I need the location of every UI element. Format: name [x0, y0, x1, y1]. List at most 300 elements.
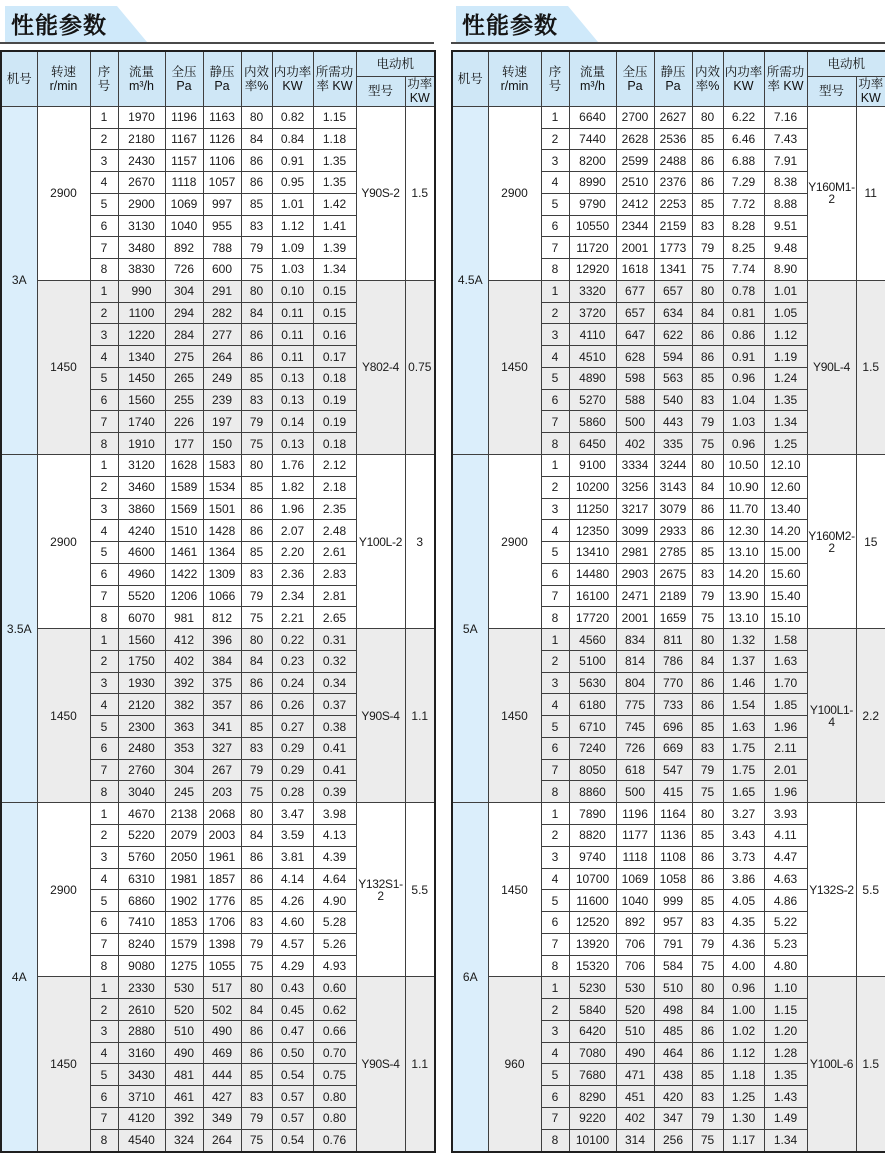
- title-underline: [451, 42, 885, 44]
- flow-cell: 3120: [118, 455, 165, 477]
- internal-power-cell: 0.95: [272, 172, 313, 194]
- efficiency-cell: 85: [241, 193, 272, 215]
- internal-power-cell: 3.27: [723, 803, 764, 825]
- static-pressure-cell: 415: [654, 781, 692, 803]
- total-pressure-cell: 657: [616, 302, 654, 324]
- internal-power-cell: 1.82: [272, 476, 313, 498]
- col-header-machine: 机号: [1, 51, 37, 106]
- serial-cell: 6: [541, 737, 569, 759]
- efficiency-cell: 79: [692, 933, 723, 955]
- efficiency-cell: 75: [241, 259, 272, 281]
- efficiency-cell: 86: [692, 520, 723, 542]
- serial-cell: 1: [541, 977, 569, 999]
- efficiency-cell: 84: [241, 999, 272, 1021]
- flow-cell: 1910: [118, 433, 165, 455]
- efficiency-cell: 80: [241, 280, 272, 302]
- serial-cell: 6: [541, 563, 569, 585]
- static-pressure-cell: 249: [203, 367, 241, 389]
- efficiency-cell: 83: [692, 389, 723, 411]
- serial-cell: 3: [90, 846, 118, 868]
- serial-cell: 1: [90, 629, 118, 651]
- serial-cell: 5: [90, 890, 118, 912]
- required-power-cell: 1.96: [764, 716, 807, 738]
- efficiency-cell: 84: [692, 302, 723, 324]
- internal-power-cell: 4.00: [723, 955, 764, 977]
- serial-cell: 3: [90, 498, 118, 520]
- flow-cell: 2330: [118, 977, 165, 999]
- flow-cell: 6180: [569, 694, 616, 716]
- total-pressure-cell: 618: [616, 759, 654, 781]
- efficiency-cell: 79: [692, 237, 723, 259]
- machine-cell: 4A: [1, 803, 37, 1152]
- flow-cell: 10200: [569, 476, 616, 498]
- total-pressure-cell: 1069: [616, 868, 654, 890]
- internal-power-cell: 3.59: [272, 825, 313, 847]
- serial-cell: 8: [541, 955, 569, 977]
- efficiency-cell: 86: [692, 1020, 723, 1042]
- col-header-required-power: 所需功 率 KW: [764, 51, 807, 106]
- serial-cell: 2: [90, 999, 118, 1021]
- flow-cell: 6860: [118, 890, 165, 912]
- total-pressure-cell: 177: [165, 433, 203, 455]
- static-pressure-cell: 1057: [203, 172, 241, 194]
- flow-cell: 2670: [118, 172, 165, 194]
- required-power-cell: 3.98: [313, 803, 356, 825]
- static-pressure-cell: 1583: [203, 455, 241, 477]
- efficiency-cell: 86: [241, 324, 272, 346]
- flow-cell: 4240: [118, 520, 165, 542]
- internal-power-cell: 0.57: [272, 1086, 313, 1108]
- static-pressure-cell: 498: [654, 999, 692, 1021]
- total-pressure-cell: 3217: [616, 498, 654, 520]
- static-pressure-cell: 2675: [654, 563, 692, 585]
- serial-cell: 7: [90, 585, 118, 607]
- required-power-cell: 4.39: [313, 846, 356, 868]
- col-header-serial: 序 号: [90, 51, 118, 106]
- required-power-cell: 0.15: [313, 280, 356, 302]
- internal-power-cell: 0.29: [272, 759, 313, 781]
- static-pressure-cell: 341: [203, 716, 241, 738]
- machine-cell: 5A: [452, 455, 488, 803]
- total-pressure-cell: 1422: [165, 563, 203, 585]
- motor-model-cell: Y90S-4: [356, 629, 405, 803]
- total-pressure-cell: 304: [165, 280, 203, 302]
- efficiency-cell: 86: [241, 846, 272, 868]
- efficiency-cell: 79: [241, 759, 272, 781]
- total-pressure-cell: 1902: [165, 890, 203, 912]
- static-pressure-cell: 1534: [203, 476, 241, 498]
- static-pressure-cell: 634: [654, 302, 692, 324]
- efficiency-cell: 84: [692, 650, 723, 672]
- flow-cell: 3830: [118, 259, 165, 281]
- performance-table-right: [451, 50, 885, 1153]
- static-pressure-cell: 517: [203, 977, 241, 999]
- motor-model-cell: Y132S1-2: [356, 803, 405, 977]
- efficiency-cell: 75: [241, 781, 272, 803]
- serial-cell: 6: [90, 912, 118, 934]
- serial-cell: 7: [90, 237, 118, 259]
- required-power-cell: 7.43: [764, 128, 807, 150]
- flow-cell: 2880: [118, 1020, 165, 1042]
- col-header-speed: 转速 r/min: [488, 51, 541, 106]
- motor-power-cell: 1.1: [405, 629, 435, 803]
- static-pressure-cell: 3143: [654, 476, 692, 498]
- total-pressure-cell: 3334: [616, 455, 654, 477]
- motor-power-cell: 1.5: [856, 977, 885, 1152]
- flow-cell: 3130: [118, 215, 165, 237]
- internal-power-cell: 2.34: [272, 585, 313, 607]
- internal-power-cell: 7.72: [723, 193, 764, 215]
- serial-cell: 1: [90, 280, 118, 302]
- flow-cell: 5630: [569, 672, 616, 694]
- serial-cell: 7: [541, 933, 569, 955]
- serial-cell: 2: [90, 302, 118, 324]
- serial-cell: 4: [541, 346, 569, 368]
- required-power-cell: 4.93: [313, 955, 356, 977]
- internal-power-cell: 6.22: [723, 106, 764, 128]
- efficiency-cell: 83: [241, 737, 272, 759]
- static-pressure-cell: 291: [203, 280, 241, 302]
- serial-cell: 6: [90, 1086, 118, 1108]
- serial-cell: 7: [541, 1107, 569, 1129]
- total-pressure-cell: 1118: [165, 172, 203, 194]
- static-pressure-cell: 396: [203, 629, 241, 651]
- internal-power-cell: 4.05: [723, 890, 764, 912]
- col-header-speed: 转速 r/min: [37, 51, 90, 106]
- serial-cell: 5: [90, 367, 118, 389]
- required-power-cell: 2.11: [764, 737, 807, 759]
- total-pressure-cell: 1589: [165, 476, 203, 498]
- static-pressure-cell: 282: [203, 302, 241, 324]
- efficiency-cell: 79: [241, 585, 272, 607]
- right-panel: [451, 4, 885, 1148]
- efficiency-cell: 85: [692, 367, 723, 389]
- efficiency-cell: 86: [692, 324, 723, 346]
- efficiency-cell: 83: [692, 563, 723, 585]
- required-power-cell: 1.15: [764, 999, 807, 1021]
- efficiency-cell: 80: [692, 106, 723, 128]
- static-pressure-cell: 203: [203, 781, 241, 803]
- flow-cell: 1560: [118, 389, 165, 411]
- efficiency-cell: 86: [692, 672, 723, 694]
- flow-cell: 1340: [118, 346, 165, 368]
- internal-power-cell: 0.54: [272, 1064, 313, 1086]
- efficiency-cell: 85: [692, 1064, 723, 1086]
- serial-cell: 1: [90, 455, 118, 477]
- total-pressure-cell: 2344: [616, 215, 654, 237]
- total-pressure-cell: 402: [165, 650, 203, 672]
- serial-cell: 6: [541, 1086, 569, 1108]
- static-pressure-cell: 657: [654, 280, 692, 302]
- required-power-cell: 5.26: [313, 933, 356, 955]
- total-pressure-cell: 2412: [616, 193, 654, 215]
- internal-power-cell: 2.21: [272, 607, 313, 629]
- flow-cell: 5100: [569, 650, 616, 672]
- internal-power-cell: 1.46: [723, 672, 764, 694]
- total-pressure-cell: 314: [616, 1129, 654, 1151]
- col-header-motor: 电动机: [807, 51, 885, 77]
- total-pressure-cell: 402: [616, 1107, 654, 1129]
- efficiency-cell: 79: [241, 1107, 272, 1129]
- total-pressure-cell: 3099: [616, 520, 654, 542]
- serial-cell: 1: [90, 977, 118, 999]
- flow-cell: 7080: [569, 1042, 616, 1064]
- flow-cell: 8200: [569, 150, 616, 172]
- static-pressure-cell: 2933: [654, 520, 692, 542]
- static-pressure-cell: 791: [654, 933, 692, 955]
- col-header-flow: 流量 m³/h: [118, 51, 165, 106]
- speed-cell: 1450: [488, 803, 541, 977]
- internal-power-cell: 3.47: [272, 803, 313, 825]
- internal-power-cell: 1.30: [723, 1107, 764, 1129]
- total-pressure-cell: 2471: [616, 585, 654, 607]
- internal-power-cell: 0.26: [272, 694, 313, 716]
- page-title: 性能参数: [462, 12, 558, 38]
- total-pressure-cell: 1118: [616, 846, 654, 868]
- internal-power-cell: 3.86: [723, 868, 764, 890]
- required-power-cell: 0.39: [313, 781, 356, 803]
- speed-cell: 1450: [37, 629, 90, 803]
- internal-power-cell: 0.22: [272, 629, 313, 651]
- internal-power-cell: 1.03: [272, 259, 313, 281]
- col-header-total-pressure: 全压 Pa: [616, 51, 654, 106]
- col-header-static-pressure: 静压 Pa: [203, 51, 241, 106]
- efficiency-cell: 83: [241, 563, 272, 585]
- serial-cell: 6: [90, 563, 118, 585]
- required-power-cell: 0.70: [313, 1042, 356, 1064]
- internal-power-cell: 6.88: [723, 150, 764, 172]
- efficiency-cell: 85: [692, 542, 723, 564]
- static-pressure-cell: 622: [654, 324, 692, 346]
- required-power-cell: 4.11: [764, 825, 807, 847]
- motor-power-cell: 0.75: [405, 280, 435, 454]
- required-power-cell: 4.47: [764, 846, 807, 868]
- static-pressure-cell: 999: [654, 890, 692, 912]
- total-pressure-cell: 834: [616, 629, 654, 651]
- flow-cell: 12350: [569, 520, 616, 542]
- total-pressure-cell: 745: [616, 716, 654, 738]
- serial-cell: 4: [90, 1042, 118, 1064]
- serial-cell: 7: [541, 585, 569, 607]
- efficiency-cell: 86: [241, 1020, 272, 1042]
- efficiency-cell: 85: [241, 890, 272, 912]
- flow-cell: 12520: [569, 912, 616, 934]
- total-pressure-cell: 461: [165, 1086, 203, 1108]
- static-pressure-cell: 3244: [654, 455, 692, 477]
- static-pressure-cell: 1058: [654, 868, 692, 890]
- total-pressure-cell: 2903: [616, 563, 654, 585]
- motor-power-cell: 1.5: [856, 280, 885, 454]
- total-pressure-cell: 500: [616, 781, 654, 803]
- internal-power-cell: 4.26: [272, 890, 313, 912]
- efficiency-cell: 85: [692, 128, 723, 150]
- required-power-cell: 1.43: [764, 1086, 807, 1108]
- serial-cell: 4: [541, 172, 569, 194]
- serial-cell: 7: [90, 759, 118, 781]
- static-pressure-cell: 1309: [203, 563, 241, 585]
- efficiency-cell: 80: [241, 106, 272, 128]
- serial-cell: 2: [90, 650, 118, 672]
- internal-power-cell: 0.91: [723, 346, 764, 368]
- efficiency-cell: 80: [692, 977, 723, 999]
- serial-cell: 4: [90, 520, 118, 542]
- speed-cell: 2900: [37, 455, 90, 629]
- internal-power-cell: 0.11: [272, 302, 313, 324]
- col-header-machine: 机号: [452, 51, 488, 106]
- serial-cell: 7: [541, 759, 569, 781]
- static-pressure-cell: 2488: [654, 150, 692, 172]
- serial-cell: 3: [541, 672, 569, 694]
- flow-cell: 14480: [569, 563, 616, 585]
- flow-cell: 8860: [569, 781, 616, 803]
- flow-cell: 5230: [569, 977, 616, 999]
- total-pressure-cell: 481: [165, 1064, 203, 1086]
- internal-power-cell: 0.82: [272, 106, 313, 128]
- efficiency-cell: 86: [241, 346, 272, 368]
- efficiency-cell: 79: [241, 411, 272, 433]
- internal-power-cell: 0.50: [272, 1042, 313, 1064]
- static-pressure-cell: 239: [203, 389, 241, 411]
- total-pressure-cell: 726: [616, 737, 654, 759]
- total-pressure-cell: 1196: [616, 803, 654, 825]
- static-pressure-cell: 2627: [654, 106, 692, 128]
- efficiency-cell: 83: [241, 215, 272, 237]
- internal-power-cell: 3.73: [723, 846, 764, 868]
- serial-cell: 1: [90, 803, 118, 825]
- efficiency-cell: 86: [241, 498, 272, 520]
- flow-cell: 6310: [118, 868, 165, 890]
- total-pressure-cell: 1853: [165, 912, 203, 934]
- internal-power-cell: 0.24: [272, 672, 313, 694]
- serial-cell: 8: [541, 607, 569, 629]
- total-pressure-cell: 265: [165, 367, 203, 389]
- motor-power-cell: 15: [856, 455, 885, 629]
- static-pressure-cell: 600: [203, 259, 241, 281]
- total-pressure-cell: 775: [616, 694, 654, 716]
- required-power-cell: 2.12: [313, 455, 356, 477]
- static-pressure-cell: 733: [654, 694, 692, 716]
- flow-cell: 3710: [118, 1086, 165, 1108]
- speed-cell: 960: [488, 977, 541, 1152]
- required-power-cell: 2.01: [764, 759, 807, 781]
- serial-cell: 8: [90, 433, 118, 455]
- required-power-cell: 1.70: [764, 672, 807, 694]
- required-power-cell: 1.10: [764, 977, 807, 999]
- serial-cell: 4: [90, 346, 118, 368]
- static-pressure-cell: 563: [654, 367, 692, 389]
- total-pressure-cell: 490: [165, 1042, 203, 1064]
- static-pressure-cell: 1501: [203, 498, 241, 520]
- efficiency-cell: 86: [692, 694, 723, 716]
- static-pressure-cell: 444: [203, 1064, 241, 1086]
- page-title: 性能参数: [11, 12, 107, 38]
- flow-cell: 990: [118, 280, 165, 302]
- static-pressure-cell: 669: [654, 737, 692, 759]
- required-power-cell: 0.16: [313, 324, 356, 346]
- total-pressure-cell: 490: [616, 1042, 654, 1064]
- required-power-cell: 7.91: [764, 150, 807, 172]
- required-power-cell: 4.64: [313, 868, 356, 890]
- efficiency-cell: 75: [692, 433, 723, 455]
- internal-power-cell: 1.09: [272, 237, 313, 259]
- total-pressure-cell: 2079: [165, 825, 203, 847]
- internal-power-cell: 6.46: [723, 128, 764, 150]
- efficiency-cell: 79: [241, 237, 272, 259]
- required-power-cell: 1.24: [764, 367, 807, 389]
- flow-cell: 15320: [569, 955, 616, 977]
- motor-model-cell: Y100L1-4: [807, 629, 856, 803]
- required-power-cell: 13.40: [764, 498, 807, 520]
- total-pressure-cell: 1618: [616, 259, 654, 281]
- efficiency-cell: 80: [241, 629, 272, 651]
- total-pressure-cell: 706: [616, 933, 654, 955]
- required-power-cell: 2.65: [313, 607, 356, 629]
- required-power-cell: 5.23: [764, 933, 807, 955]
- flow-cell: 2180: [118, 128, 165, 150]
- serial-cell: 5: [541, 193, 569, 215]
- serial-cell: 5: [90, 193, 118, 215]
- required-power-cell: 1.35: [313, 172, 356, 194]
- required-power-cell: 1.34: [313, 259, 356, 281]
- static-pressure-cell: 464: [654, 1042, 692, 1064]
- speed-cell: 1450: [37, 977, 90, 1152]
- required-power-cell: 0.17: [313, 346, 356, 368]
- static-pressure-cell: 811: [654, 629, 692, 651]
- internal-power-cell: 0.13: [272, 389, 313, 411]
- flow-cell: 3160: [118, 1042, 165, 1064]
- static-pressure-cell: 485: [654, 1020, 692, 1042]
- efficiency-cell: 86: [692, 868, 723, 890]
- efficiency-cell: 84: [692, 999, 723, 1021]
- col-header-static-pressure: 静压 Pa: [654, 51, 692, 106]
- total-pressure-cell: 892: [616, 912, 654, 934]
- required-power-cell: 1.35: [764, 1064, 807, 1086]
- static-pressure-cell: 427: [203, 1086, 241, 1108]
- speed-cell: 2900: [488, 455, 541, 629]
- col-header-internal-power: 内功率 KW: [723, 51, 764, 106]
- static-pressure-cell: 438: [654, 1064, 692, 1086]
- col-header-efficiency: 内效 率%: [692, 51, 723, 106]
- total-pressure-cell: 530: [165, 977, 203, 999]
- internal-power-cell: 13.90: [723, 585, 764, 607]
- efficiency-cell: 86: [692, 150, 723, 172]
- total-pressure-cell: 471: [616, 1064, 654, 1086]
- static-pressure-cell: 1706: [203, 912, 241, 934]
- required-power-cell: 9.48: [764, 237, 807, 259]
- machine-cell: 3.5A: [1, 455, 37, 803]
- serial-cell: 7: [90, 933, 118, 955]
- total-pressure-cell: 353: [165, 737, 203, 759]
- serial-cell: 7: [90, 1107, 118, 1129]
- static-pressure-cell: 197: [203, 411, 241, 433]
- total-pressure-cell: 510: [616, 1020, 654, 1042]
- required-power-cell: 0.18: [313, 367, 356, 389]
- flow-cell: 7410: [118, 912, 165, 934]
- static-pressure-cell: 2253: [654, 193, 692, 215]
- internal-power-cell: 0.96: [723, 433, 764, 455]
- total-pressure-cell: 892: [165, 237, 203, 259]
- static-pressure-cell: 1164: [654, 803, 692, 825]
- flow-cell: 6450: [569, 433, 616, 455]
- required-power-cell: 12.60: [764, 476, 807, 498]
- col-header-required-power: 所需功 率 KW: [313, 51, 356, 106]
- efficiency-cell: 80: [241, 455, 272, 477]
- efficiency-cell: 83: [692, 737, 723, 759]
- required-power-cell: 1.96: [764, 781, 807, 803]
- efficiency-cell: 85: [692, 193, 723, 215]
- required-power-cell: 2.81: [313, 585, 356, 607]
- static-pressure-cell: 2536: [654, 128, 692, 150]
